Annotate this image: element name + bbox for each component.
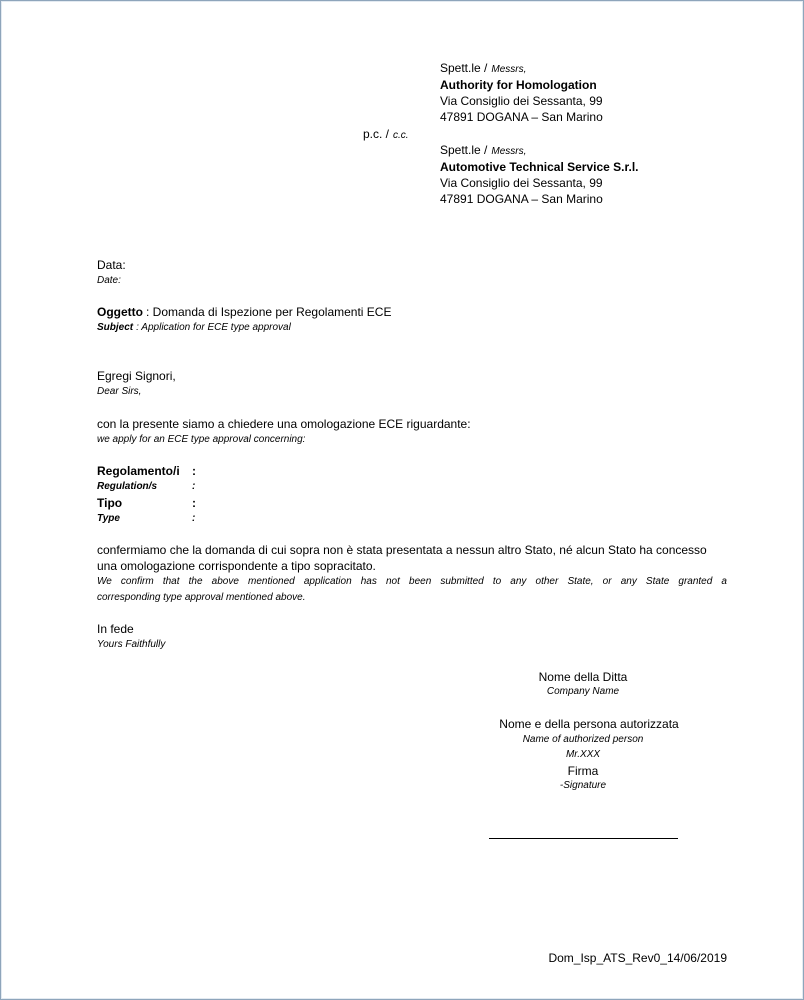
signature-line xyxy=(489,838,678,839)
confirmation-line-1-en: We confirm that the above mentioned application has not been submitted to any other State, or any State granted a xyxy=(97,576,727,587)
field-regulation-en xyxy=(97,479,195,495)
person-name: Mr.XXX xyxy=(565,749,601,760)
cc-street: Via Consiglio dei Sessanta, 99 xyxy=(440,176,603,190)
field-type-separator-en: : xyxy=(192,513,196,524)
recipient-salutation-it: Spett.le / xyxy=(440,61,488,75)
signature-label-en: -Signature xyxy=(559,780,607,791)
person-label-en: Name of authorized person xyxy=(522,734,644,745)
field-regulation xyxy=(97,463,196,479)
confirmation-line-2-en: corresponding type approval mentioned above. xyxy=(97,592,306,603)
greeting: Egregi Signori, xyxy=(97,369,176,383)
subject-line-en xyxy=(97,320,291,336)
recipient-salutation xyxy=(440,60,526,78)
company-label: Nome della Ditta xyxy=(538,670,628,684)
recipient-name: Authority for Homologation xyxy=(440,78,597,92)
cc-salutation-it: Spett.le / xyxy=(440,143,488,157)
closing: In fede xyxy=(97,622,134,636)
field-regulation-separator: : xyxy=(192,464,196,478)
cc-city: 47891 DOGANA – San Marino xyxy=(440,192,603,206)
field-regulation-label: Regolamento/i xyxy=(97,464,180,478)
recipient-salutation-en: Messrs, xyxy=(491,64,527,75)
field-type-en xyxy=(97,511,195,527)
field-type xyxy=(97,495,196,511)
cc-label xyxy=(363,126,409,144)
person-label: Nome e della persona autorizzata xyxy=(499,717,679,731)
confirmation-line-1: confermiamo che la domanda di cui sopra non è stata presentata a nessun altro Stato, né alcun Stato ha concesso xyxy=(97,543,707,557)
cc-label-it: p.c. / xyxy=(363,127,390,141)
recipient-city: 47891 DOGANA – San Marino xyxy=(440,110,603,124)
request-text-en: we apply for an ECE type approval concerning: xyxy=(97,434,306,445)
confirmation-line-2: una omologazione corrispondente a tipo sopracitato. xyxy=(97,559,376,573)
cc-name: Automotive Technical Service S.r.l. xyxy=(440,160,639,174)
document-code: Dom_Isp_ATS_Rev0_14/06/2019 xyxy=(548,951,727,965)
date-label: Data: xyxy=(97,258,126,272)
request-text: con la presente siamo a chiedere una omologazione ECE riguardante: xyxy=(97,417,471,431)
field-type-separator: : xyxy=(192,496,196,510)
signature-label: Firma xyxy=(567,764,599,778)
cc-salutation-en: Messrs, xyxy=(491,146,527,157)
greeting-en: Dear Sirs, xyxy=(97,386,142,397)
subject-line xyxy=(97,304,391,320)
field-type-label-en: Type xyxy=(97,513,120,524)
date-label-en: Date: xyxy=(97,275,121,286)
field-type-label: Tipo xyxy=(97,496,123,510)
closing-en: Yours Faithfully xyxy=(97,639,166,650)
cc-label-en: c.c. xyxy=(393,130,409,141)
subject-label: Oggetto xyxy=(97,305,143,319)
field-regulation-separator-en: : xyxy=(192,481,196,492)
subject-text: : Domanda di Ispezione per Regolamenti ECE xyxy=(146,305,392,319)
subject-text-en: : Application for ECE type approval xyxy=(136,322,291,333)
recipient-street: Via Consiglio dei Sessanta, 99 xyxy=(440,94,603,108)
company-label-en: Company Name xyxy=(546,686,620,697)
cc-salutation xyxy=(440,142,526,160)
field-regulation-label-en: Regulation/s xyxy=(97,481,158,492)
subject-label-en: Subject xyxy=(97,322,134,333)
